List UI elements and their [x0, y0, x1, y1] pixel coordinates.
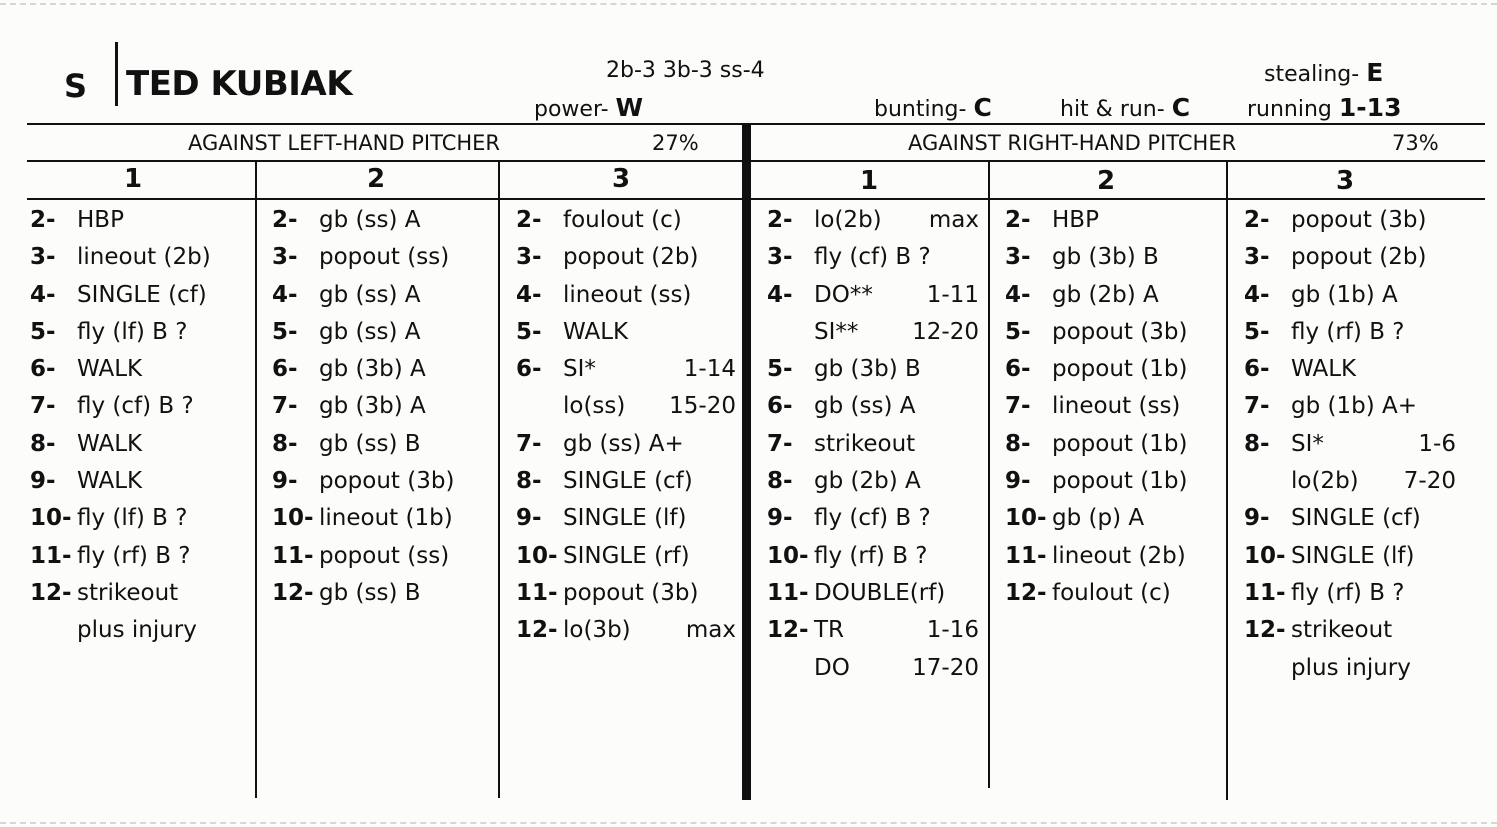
dice-roll-number: 3- — [30, 244, 56, 271]
result-line — [272, 351, 487, 388]
hit-run-label: hit & run- — [1060, 97, 1165, 122]
result-line — [1005, 277, 1220, 314]
result-line — [1244, 650, 1456, 687]
result-range: max — [928, 207, 979, 233]
result-range: 17-20 — [912, 654, 979, 681]
result-text: gb (3b) A — [319, 393, 426, 420]
running-label: running — [1247, 97, 1332, 122]
result-line — [1244, 388, 1456, 425]
left-column-2 — [272, 202, 487, 612]
result-text: lo(2b) — [1291, 468, 1359, 495]
running-value: 1-13 — [1338, 93, 1402, 122]
dice-roll-number: 12- — [767, 617, 809, 644]
dice-roll-number: 6- — [272, 356, 298, 383]
result-text: strikeout — [1291, 617, 1393, 644]
result-line — [767, 277, 979, 314]
result-text: popout (3b) — [1052, 318, 1188, 345]
result-line — [30, 388, 245, 425]
dice-roll-number: 8- — [272, 430, 298, 457]
dice-roll-number: 2- — [516, 207, 542, 233]
result-text: gb (2b) A — [1052, 281, 1159, 308]
result-line — [516, 202, 736, 239]
result-line — [767, 463, 979, 500]
result-text: gb (1b) A — [1291, 281, 1398, 308]
result-text: TR — [814, 617, 845, 644]
result-line — [1244, 202, 1456, 239]
result-line — [767, 650, 979, 687]
result-line — [272, 239, 487, 276]
result-text: gb (3b) A — [319, 356, 426, 383]
result-text: popout (3b) — [319, 468, 455, 495]
result-text: HBP — [1052, 207, 1099, 233]
left-col-2-number: 2 — [366, 164, 386, 194]
result-text: SINGLE (cf) — [563, 468, 693, 495]
result-line — [1244, 426, 1456, 463]
result-text: popout (ss) — [319, 542, 450, 569]
dice-roll-number: 7- — [272, 393, 298, 420]
result-text: foulout (c) — [1052, 579, 1171, 606]
result-range: max — [685, 617, 736, 644]
result-line — [1244, 500, 1456, 537]
result-line — [516, 426, 736, 463]
dice-roll-number: 10- — [767, 542, 809, 569]
result-line — [516, 463, 736, 500]
dice-roll-number: 4- — [1005, 281, 1031, 308]
result-text: SINGLE (cf) — [77, 281, 207, 308]
player-grade: S — [64, 67, 88, 105]
result-line — [767, 575, 979, 612]
result-text: popout (1b) — [1052, 468, 1188, 495]
right-pitcher-title: AGAINST RIGHT-HAND PITCHER — [908, 131, 1237, 155]
dice-roll-number: 6- — [516, 356, 542, 383]
dice-roll-number: 7- — [767, 430, 793, 457]
result-line — [1005, 538, 1220, 575]
pitcher-divider — [742, 123, 751, 800]
bunting-rating — [874, 95, 992, 121]
result-line — [30, 575, 245, 612]
result-text: gb (1b) A+ — [1291, 393, 1418, 420]
running-rating — [1247, 95, 1401, 121]
result-text: lo(ss) — [563, 393, 626, 420]
positions: 2b-3 3b-3 ss-4 — [606, 58, 765, 83]
result-text: fly (rf) B ? — [77, 542, 191, 569]
dice-roll-number: 4- — [516, 281, 542, 308]
result-text: DOUBLE(rf) — [814, 579, 946, 606]
dice-roll-number: 4- — [30, 281, 56, 308]
left-pitcher-title: AGAINST LEFT-HAND PITCHER — [188, 131, 501, 155]
dice-roll-number: 9- — [516, 505, 542, 532]
result-line — [1005, 202, 1220, 239]
result-line — [1005, 351, 1220, 388]
dice-roll-number: 9- — [1244, 505, 1270, 532]
name-separator — [115, 42, 118, 106]
dice-roll-number: 5- — [1005, 318, 1031, 345]
left-col-1-number: 1 — [123, 164, 143, 194]
result-text: popout (3b) — [563, 579, 699, 606]
result-text: popout (2b) — [1291, 244, 1427, 271]
header-rule — [27, 123, 1485, 125]
dice-roll-number: 3- — [1005, 244, 1031, 271]
result-text: lineout (2b) — [1052, 542, 1186, 569]
result-line — [1244, 239, 1456, 276]
dice-roll-number: 12- — [272, 579, 314, 606]
result-line — [30, 463, 245, 500]
result-line — [767, 388, 979, 425]
result-text: gb (ss) A+ — [563, 430, 684, 457]
result-line — [1244, 575, 1456, 612]
dice-roll-number: 3- — [516, 244, 542, 271]
dice-roll-number: 6- — [1244, 356, 1270, 383]
perforation-top — [0, 3, 1497, 5]
column-header-rule — [27, 198, 1485, 200]
result-text: strikeout — [814, 430, 916, 457]
result-line — [272, 314, 487, 351]
dice-roll-number: 8- — [1244, 430, 1270, 457]
result-line — [1005, 388, 1220, 425]
left-column-1 — [30, 202, 245, 650]
result-text: DO — [814, 654, 850, 681]
dice-roll-number: 9- — [767, 505, 793, 532]
result-line — [30, 239, 245, 276]
result-range: 1-11 — [926, 281, 979, 308]
dice-roll-number: 4- — [767, 281, 793, 308]
power-rating — [534, 95, 643, 121]
result-line — [1005, 575, 1220, 612]
dice-roll-number: 10- — [1244, 542, 1286, 569]
dice-roll-number: 11- — [272, 542, 314, 569]
dice-roll-number: 10- — [1005, 505, 1047, 532]
result-line — [1244, 463, 1456, 500]
result-line — [30, 314, 245, 351]
result-line — [516, 277, 736, 314]
result-text: strikeout — [77, 579, 179, 606]
result-text: fly (cf) B ? — [77, 393, 194, 420]
result-line — [516, 314, 736, 351]
result-text: popout (2b) — [563, 244, 699, 271]
right-column-1 — [767, 202, 979, 687]
dice-roll-number: 11- — [767, 579, 809, 606]
result-text: gb (ss) A — [319, 207, 421, 233]
dice-roll-number: 11- — [1244, 579, 1286, 606]
dice-roll-number: 8- — [516, 468, 542, 495]
power-value: W — [615, 93, 644, 122]
dice-roll-number: 6- — [767, 393, 793, 420]
dice-roll-number: 12- — [1005, 579, 1047, 606]
result-text: gb (3b) B — [1052, 244, 1159, 271]
result-text: WALK — [77, 430, 143, 457]
right-col-divider-1 — [988, 160, 990, 788]
result-line — [30, 351, 245, 388]
result-range: 12-20 — [912, 318, 979, 345]
result-line — [516, 575, 736, 612]
result-text: WALK — [563, 318, 629, 345]
result-text: fly (rf) B ? — [1291, 579, 1405, 606]
bunting-label: bunting- — [874, 97, 967, 122]
dice-roll-number: 10- — [30, 505, 72, 532]
result-line — [767, 612, 979, 649]
dice-roll-number: 2- — [272, 207, 298, 233]
dice-roll-number: 11- — [516, 579, 558, 606]
result-text: fly (lf) B ? — [77, 318, 188, 345]
result-line — [30, 277, 245, 314]
result-line — [1244, 538, 1456, 575]
result-range: 7-20 — [1403, 468, 1456, 495]
result-text: SINGLE (lf) — [563, 505, 687, 532]
result-line — [272, 426, 487, 463]
result-line — [767, 538, 979, 575]
dice-roll-number: 7- — [30, 393, 56, 420]
result-line — [1244, 351, 1456, 388]
stealing-label: stealing- — [1264, 62, 1360, 87]
dice-roll-number: 10- — [516, 542, 558, 569]
result-text: SINGLE (cf) — [1291, 505, 1421, 532]
result-text: gb (ss) B — [319, 579, 421, 606]
result-text: lineout (ss) — [563, 281, 692, 308]
dice-roll-number: 5- — [272, 318, 298, 345]
power-label: power- — [534, 97, 609, 122]
result-line — [1244, 277, 1456, 314]
dice-roll-number: 5- — [1244, 318, 1270, 345]
result-line — [767, 202, 979, 239]
result-text: HBP — [77, 207, 124, 233]
result-text: fly (cf) B ? — [814, 505, 931, 532]
result-text: SI** — [814, 318, 859, 345]
result-range: 1-14 — [683, 356, 736, 383]
result-text: gb (p) A — [1052, 505, 1145, 532]
dice-roll-number: 2- — [30, 207, 56, 233]
result-line — [272, 538, 487, 575]
left-col-divider-1 — [255, 160, 257, 798]
result-text: SINGLE (rf) — [563, 542, 690, 569]
result-line — [272, 463, 487, 500]
result-text: popout (1b) — [1052, 356, 1188, 383]
result-text: lineout (ss) — [1052, 393, 1181, 420]
left-col-3-number: 3 — [611, 164, 631, 194]
result-line — [272, 388, 487, 425]
result-text: fly (lf) B ? — [77, 505, 188, 532]
result-text: SI* — [1291, 430, 1324, 457]
result-text: gb (3b) B — [814, 356, 921, 383]
left-col-divider-2 — [498, 160, 500, 798]
result-line — [516, 538, 736, 575]
result-text: popout (1b) — [1052, 430, 1188, 457]
dice-roll-number: 12- — [30, 579, 72, 606]
result-line — [30, 538, 245, 575]
dice-roll-number: 8- — [767, 468, 793, 495]
result-text: DO** — [814, 281, 873, 308]
result-line — [1005, 426, 1220, 463]
result-range: 1-6 — [1418, 430, 1456, 457]
dice-roll-number: 4- — [272, 281, 298, 308]
hit-run-rating — [1060, 95, 1190, 121]
dice-roll-number: 11- — [30, 542, 72, 569]
result-text: gb (ss) B — [319, 430, 421, 457]
right-col-2-number: 2 — [1096, 166, 1116, 196]
perforation-bottom — [0, 822, 1497, 824]
result-text: fly (rf) B ? — [1291, 318, 1405, 345]
result-text: fly (rf) B ? — [814, 542, 928, 569]
right-col-1-number: 1 — [859, 166, 879, 196]
dice-roll-number: 11- — [1005, 542, 1047, 569]
dice-roll-number: 9- — [30, 468, 56, 495]
dice-roll-number: 3- — [272, 244, 298, 271]
result-line — [516, 612, 736, 649]
result-text: SINGLE (lf) — [1291, 542, 1415, 569]
result-line — [767, 239, 979, 276]
result-text: SI* — [563, 356, 596, 383]
dice-roll-number: 2- — [1005, 207, 1031, 233]
dice-roll-number: 7- — [1005, 393, 1031, 420]
result-line — [1005, 500, 1220, 537]
result-text: WALK — [77, 356, 143, 383]
result-line — [272, 277, 487, 314]
right-column-2 — [1005, 202, 1220, 612]
left-column-3 — [516, 202, 736, 650]
result-line — [767, 426, 979, 463]
right-col-3-number: 3 — [1335, 166, 1355, 196]
result-line — [516, 500, 736, 537]
result-line — [30, 612, 245, 649]
result-text: WALK — [77, 468, 143, 495]
right-column-3 — [1244, 202, 1456, 687]
stealing-value: E — [1366, 58, 1384, 87]
result-text: WALK — [1291, 356, 1357, 383]
result-range: 1-16 — [926, 617, 979, 644]
dice-roll-number: 5- — [30, 318, 56, 345]
dice-roll-number: 12- — [1244, 617, 1286, 644]
result-line — [516, 239, 736, 276]
dice-roll-number: 5- — [767, 356, 793, 383]
result-line — [1244, 314, 1456, 351]
dice-roll-number: 12- — [516, 617, 558, 644]
result-text: gb (ss) A — [814, 393, 916, 420]
result-line — [272, 202, 487, 239]
result-line — [1005, 463, 1220, 500]
dice-roll-number: 4- — [1244, 281, 1270, 308]
title-rule — [27, 160, 1485, 162]
hit-run-value: C — [1171, 93, 1191, 122]
dice-roll-number: 10- — [272, 505, 314, 532]
dice-roll-number: 3- — [767, 244, 793, 271]
result-line — [516, 351, 736, 388]
result-text: plus injury — [77, 617, 197, 644]
result-range: 15-20 — [669, 393, 736, 420]
dice-roll-number: 8- — [30, 430, 56, 457]
result-line — [1244, 612, 1456, 649]
dice-roll-number: 9- — [272, 468, 298, 495]
dice-roll-number: 7- — [1244, 393, 1270, 420]
result-text: popout (3b) — [1291, 207, 1427, 233]
dice-roll-number: 5- — [516, 318, 542, 345]
dice-roll-number: 6- — [30, 356, 56, 383]
result-line — [516, 388, 736, 425]
left-pitcher-pct: 27% — [652, 131, 699, 155]
result-line — [272, 575, 487, 612]
result-text: popout (ss) — [319, 244, 450, 271]
result-line — [272, 500, 487, 537]
dice-roll-number: 2- — [1244, 207, 1270, 233]
result-line — [1005, 239, 1220, 276]
result-text: lineout (1b) — [319, 505, 453, 532]
result-line — [30, 500, 245, 537]
bunting-value: C — [973, 93, 992, 122]
result-text: gb (ss) A — [319, 318, 421, 345]
result-line — [1005, 314, 1220, 351]
result-line — [767, 500, 979, 537]
right-pitcher-pct: 73% — [1392, 131, 1439, 155]
result-text: plus injury — [1291, 654, 1411, 681]
result-line — [30, 202, 245, 239]
result-text: fly (cf) B ? — [814, 244, 931, 271]
result-line — [767, 351, 979, 388]
dice-roll-number: 9- — [1005, 468, 1031, 495]
dice-roll-number: 6- — [1005, 356, 1031, 383]
result-text: foulout (c) — [563, 207, 682, 233]
result-text: lo(3b) — [563, 617, 631, 644]
result-text: gb (ss) A — [319, 281, 421, 308]
player-name: TED KUBIAK — [126, 64, 353, 104]
dice-roll-number: 3- — [1244, 244, 1270, 271]
stealing-rating — [1264, 60, 1383, 86]
result-text: lo(2b) — [814, 207, 882, 233]
result-line — [30, 426, 245, 463]
dice-roll-number: 2- — [767, 207, 793, 233]
dice-roll-number: 8- — [1005, 430, 1031, 457]
result-text: lineout (2b) — [77, 244, 211, 271]
dice-roll-number: 7- — [516, 430, 542, 457]
right-col-divider-2 — [1226, 160, 1228, 800]
result-text: gb (2b) A — [814, 468, 921, 495]
result-line — [767, 314, 979, 351]
